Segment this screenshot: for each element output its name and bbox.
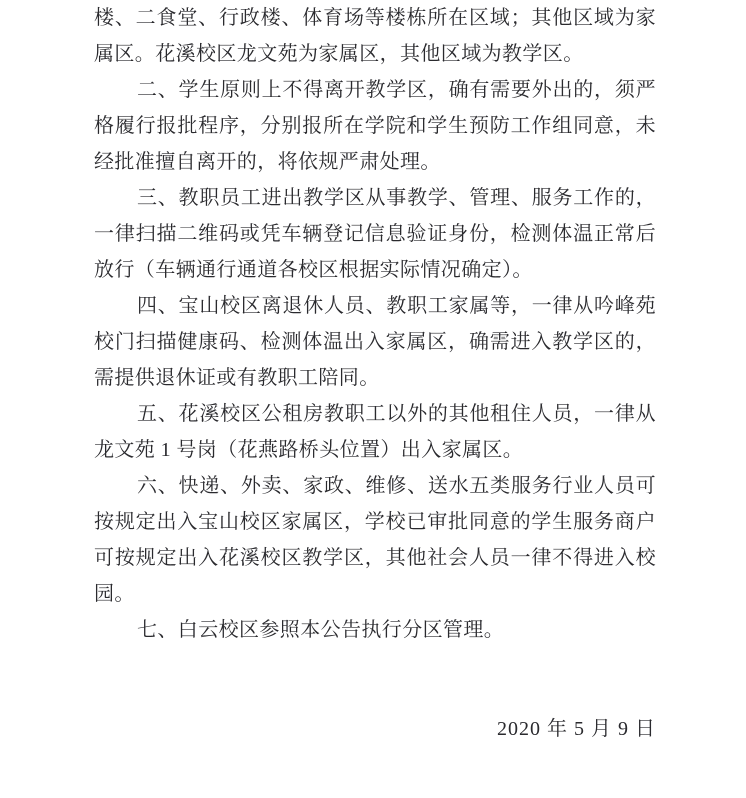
document-line: 三、教职员工进出教学区从事教学、管理、服务工作的， bbox=[137, 187, 656, 209]
document-line: 属区。花溪校区龙文苑为家属区，其他区域为教学区。 bbox=[94, 43, 584, 65]
document-line: 龙文苑 1 号岗（花燕路桥头位置）出入家属区。 bbox=[94, 439, 524, 461]
document-line: 园。 bbox=[94, 583, 135, 605]
document-date: 2020 年 5 月 9 日 bbox=[497, 718, 656, 740]
document-line: 格履行报批程序，分别报所在学院和学生预防工作组同意，未 bbox=[94, 115, 656, 137]
document-line: 按规定出入宝山校区家属区，学校已审批同意的学生服务商户 bbox=[94, 511, 656, 533]
document-line: 校门扫描健康码、检测体温出入家属区，确需进入教学区的， bbox=[94, 331, 656, 353]
document-line: 经批准擅自离开的，将依规严肃处理。 bbox=[94, 151, 441, 173]
document-line: 需提供退休证或有教职工陪同。 bbox=[94, 367, 380, 389]
document-line: 六、快递、外卖、家政、维修、送水五类服务行业人员可 bbox=[137, 475, 656, 497]
document-line: 一律扫描二维码或凭车辆登记信息验证身份，检测体温正常后 bbox=[94, 223, 656, 245]
document-line: 七、白云校区参照本公告执行分区管理。 bbox=[137, 619, 505, 641]
document-line: 可按规定出入花溪校区教学区，其他社会人员一律不得进入校 bbox=[94, 547, 656, 569]
document-line: 楼、二食堂、行政楼、体育场等楼栋所在区域；其他区域为家 bbox=[94, 7, 656, 29]
document-body bbox=[94, 0, 656, 648]
document-line: 四、宝山校区离退休人员、教职工家属等，一律从吟峰苑 bbox=[137, 295, 656, 317]
document-line: 五、花溪校区公租房教职工以外的其他租住人员，一律从 bbox=[137, 403, 656, 425]
document-line: 二、学生原则上不得离开教学区，确有需要外出的，须严 bbox=[137, 79, 656, 101]
document-line: 放行（车辆通行通道各校区根据实际情况确定）。 bbox=[94, 259, 533, 281]
